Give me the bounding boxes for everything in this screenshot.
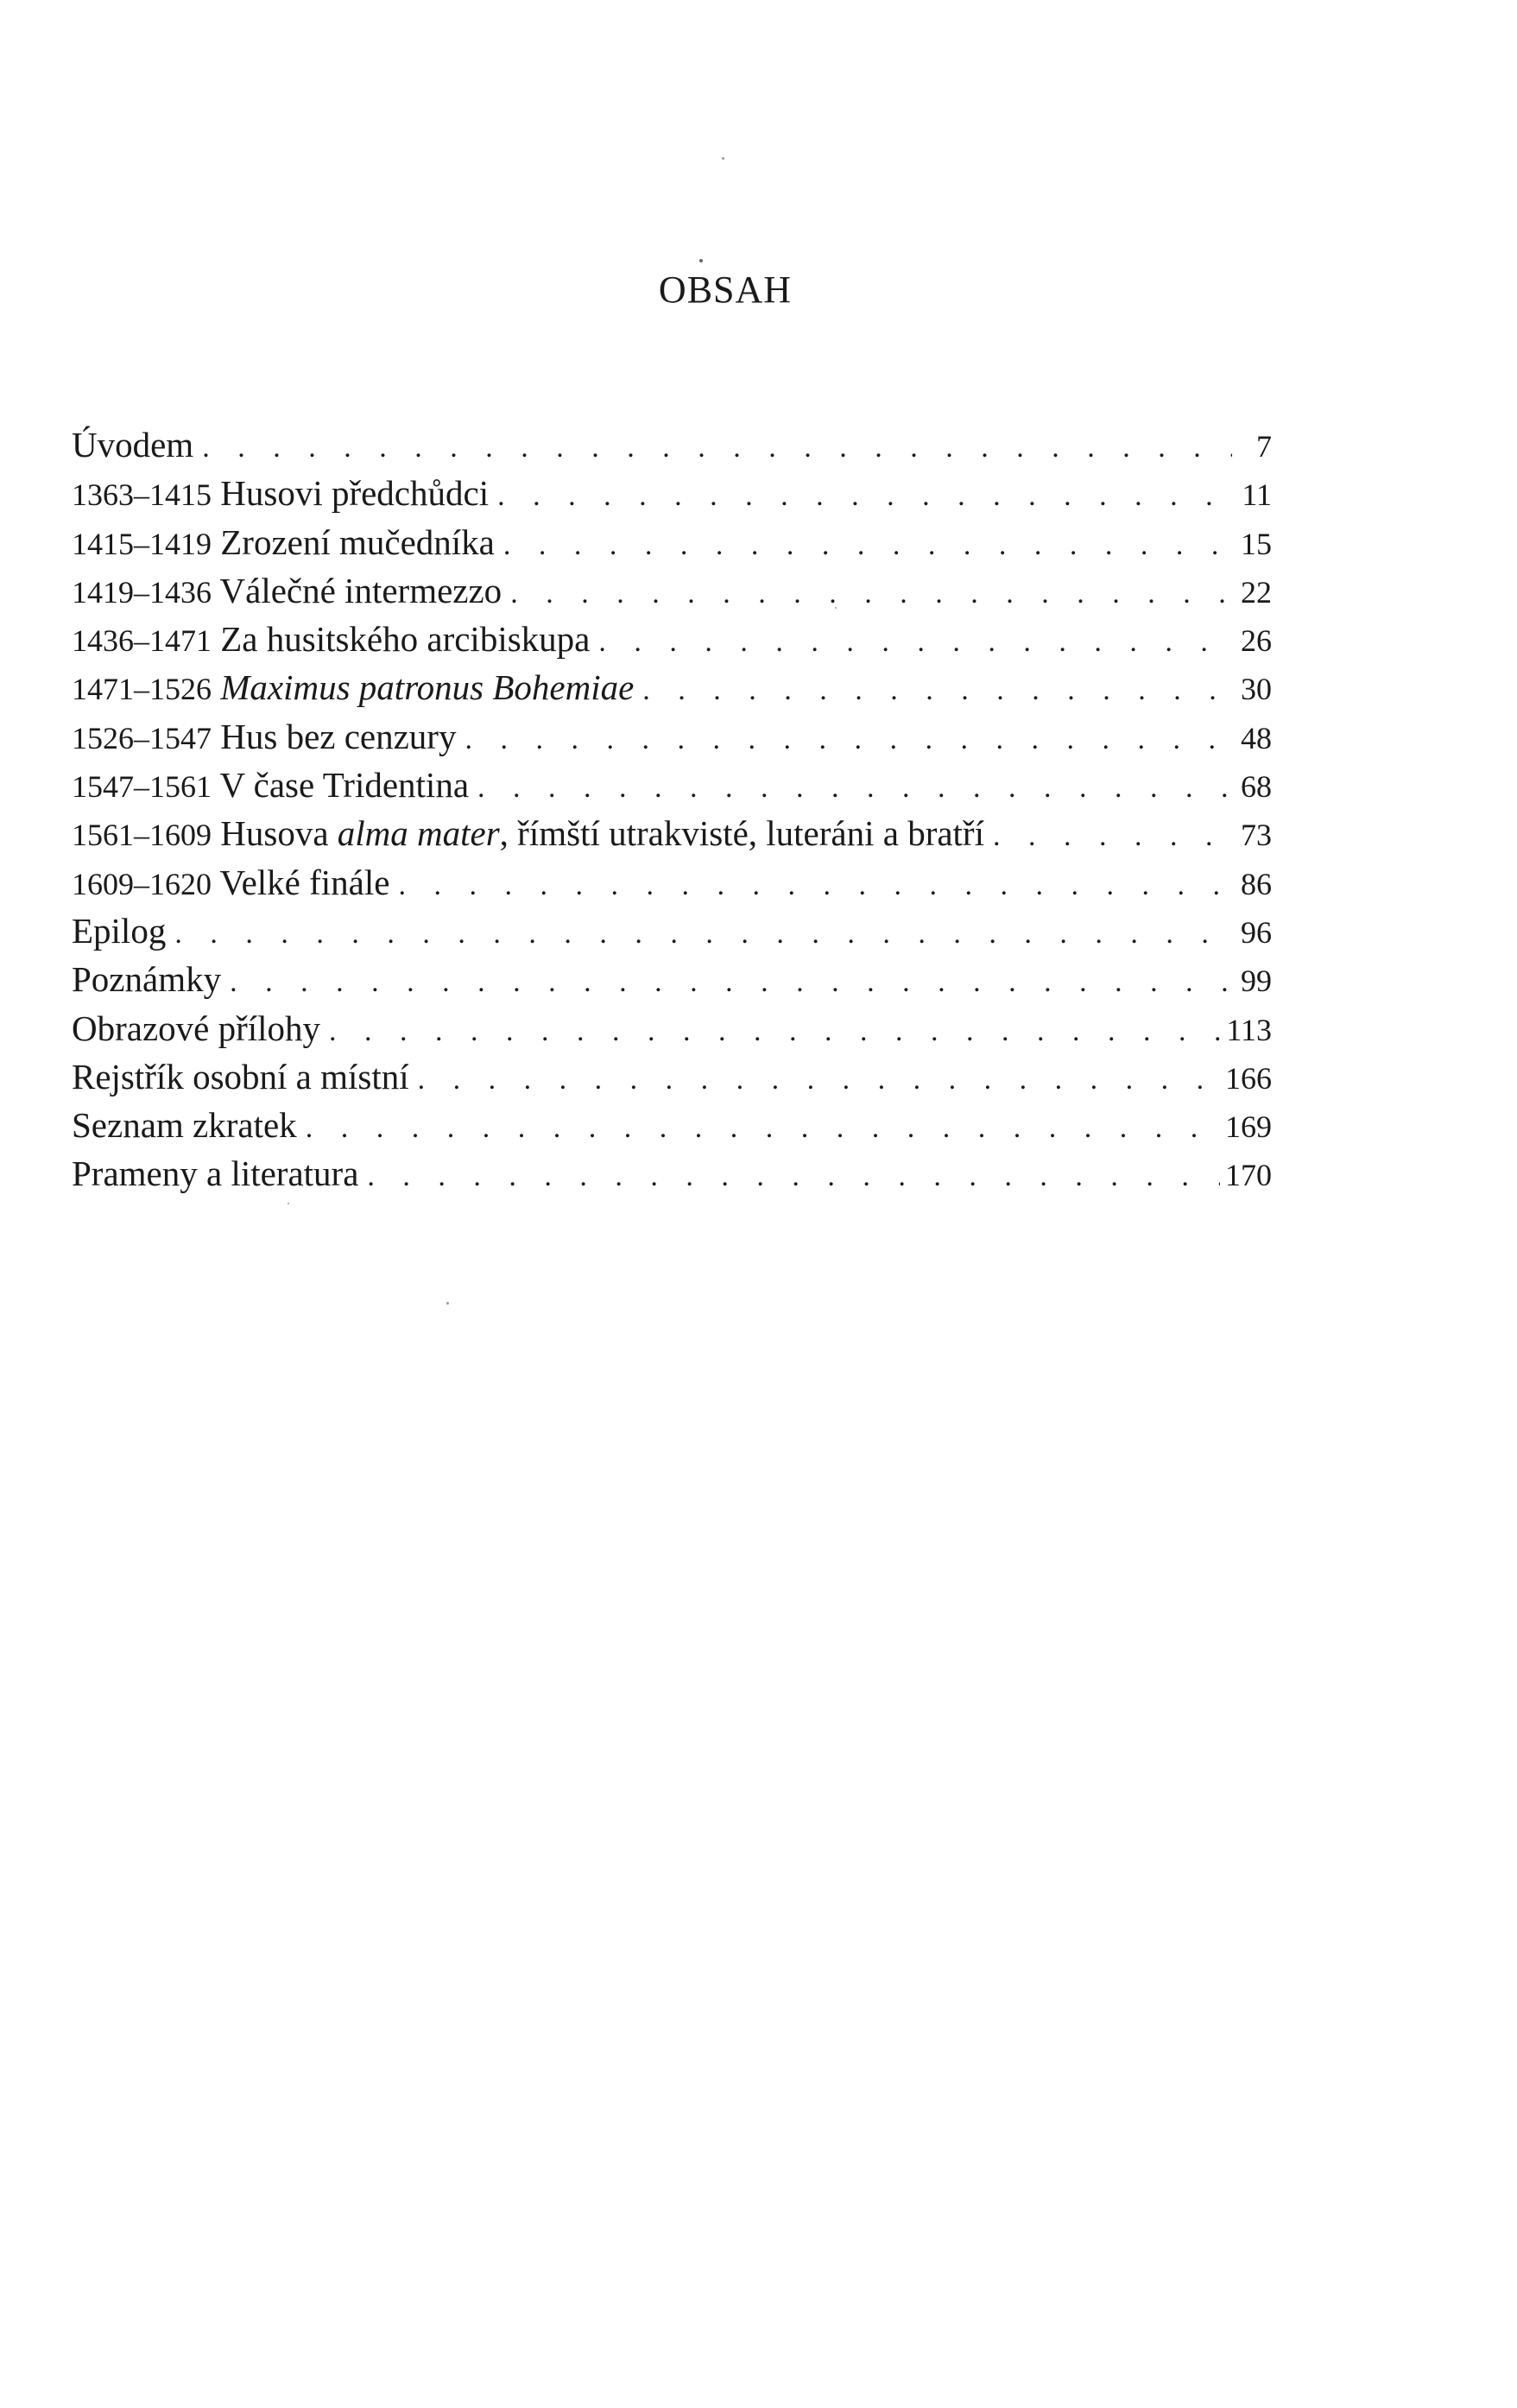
toc-entry-title: Epilog: [72, 910, 167, 951]
toc-entry-years: 1415–1419: [72, 526, 212, 561]
toc-entry-title: 1363–1415 Husovi předchůdci: [72, 473, 490, 514]
toc-entry: [72, 712, 1272, 761]
toc-entry-title: 1419–1436 Válečné intermezzo: [72, 570, 503, 610]
toc-entry-page: 11: [1242, 477, 1272, 513]
toc-entry-page: 113: [1226, 1012, 1272, 1047]
toc-entry-title: 1561–1609 Husova alma mater, římští utrakvisté, luteráni a bratří: [72, 813, 984, 854]
dot-leader: [367, 1153, 1220, 1198]
dot-leader: [477, 764, 1232, 809]
dot-leader: [497, 472, 1232, 517]
toc-entry: [72, 858, 1272, 907]
toc-entry-page: 99: [1241, 964, 1272, 999]
toc-entry: [72, 907, 1272, 955]
dot-leader: [503, 521, 1232, 566]
toc-entry-page: 26: [1241, 623, 1272, 659]
toc-entry: [72, 663, 1272, 711]
toc-entry-page: 68: [1241, 769, 1272, 805]
page-title: OBSAH: [658, 269, 793, 311]
toc-entry-years: 1609–1620: [72, 866, 212, 901]
toc-entry-years: 1526–1547: [72, 720, 212, 755]
dot-leader: [642, 667, 1232, 711]
dot-leader: [329, 1008, 1221, 1052]
dot-leader: [202, 424, 1232, 469]
scan-speck: [835, 607, 837, 609]
scan-speck: [288, 1203, 289, 1204]
dot-leader: [510, 570, 1232, 615]
toc-entry-title: 1609–1620 Velké finále: [72, 862, 390, 902]
toc-entry-years: 1547–1561: [72, 769, 212, 805]
toc-entry-title: Obrazové přílohy: [72, 1008, 321, 1048]
toc-entry-years: 1419–1436: [72, 574, 212, 610]
toc-entry: [72, 420, 1272, 469]
scan-speck: [446, 1302, 449, 1305]
dot-leader: [306, 1104, 1220, 1149]
scan-speck: [699, 259, 703, 262]
dot-leader: [993, 812, 1232, 857]
toc-entry-title: 1415–1419 Zrození mučedníka: [72, 521, 495, 562]
dot-leader: [230, 958, 1232, 1003]
toc-entry-page: 170: [1225, 1158, 1272, 1193]
toc-entry: [72, 566, 1272, 615]
table-of-contents: [72, 420, 1272, 1198]
toc-entry: [72, 1149, 1272, 1198]
toc-entry-page: 166: [1225, 1060, 1272, 1096]
toc-entry-title: Poznámky: [72, 959, 222, 1000]
toc-entry-title: Prameny a literatura: [72, 1153, 359, 1194]
toc-entry-page: 96: [1241, 914, 1272, 950]
dot-leader: [418, 1056, 1220, 1101]
toc-entry: [72, 761, 1272, 809]
scan-speck: [722, 157, 724, 160]
toc-entry: [72, 955, 1272, 1003]
toc-entry-years: 1561–1609: [72, 818, 212, 853]
toc-entry: [72, 1101, 1272, 1149]
toc-entry: [72, 615, 1272, 663]
toc-entry-page: 30: [1241, 672, 1272, 707]
toc-entry-page: 7: [1256, 429, 1272, 464]
toc-entry-title: 1547–1561 V čase Tridentina: [72, 765, 470, 806]
toc-entry-title: 1526–1547 Hus bez cenzury: [72, 716, 457, 756]
toc-entry-title: 1436–1471 Za husitského arcibiskupa: [72, 619, 591, 660]
toc-entry-page: 48: [1241, 720, 1272, 755]
toc-entry-title: Úvodem: [72, 425, 194, 465]
toc-entry-page: 15: [1241, 526, 1272, 561]
toc-entry-years: 1471–1526: [72, 672, 212, 707]
dot-leader: [174, 910, 1232, 955]
toc-entry: [72, 1004, 1272, 1052]
toc-entry-title: 1471–1526 Maximus patronus Bohemiae: [72, 667, 635, 708]
toc-entry-page: 22: [1241, 574, 1272, 610]
toc-entry-years: 1436–1471: [72, 623, 212, 659]
toc-entry-page: 86: [1241, 866, 1272, 901]
toc-entry: [72, 518, 1272, 566]
toc-entry: [72, 1052, 1272, 1101]
dot-leader: [398, 862, 1232, 907]
dot-leader: [598, 618, 1232, 663]
dot-leader: [465, 716, 1232, 761]
toc-entry-page: 169: [1225, 1109, 1272, 1145]
toc-entry-page: 73: [1241, 818, 1272, 853]
toc-entry: [72, 469, 1272, 517]
toc-entry-title: Seznam zkratek: [72, 1105, 297, 1146]
toc-entry: [72, 809, 1272, 857]
toc-entry-title: Rejstřík osobní a místní: [72, 1056, 409, 1097]
toc-entry-years: 1363–1415: [72, 477, 212, 513]
